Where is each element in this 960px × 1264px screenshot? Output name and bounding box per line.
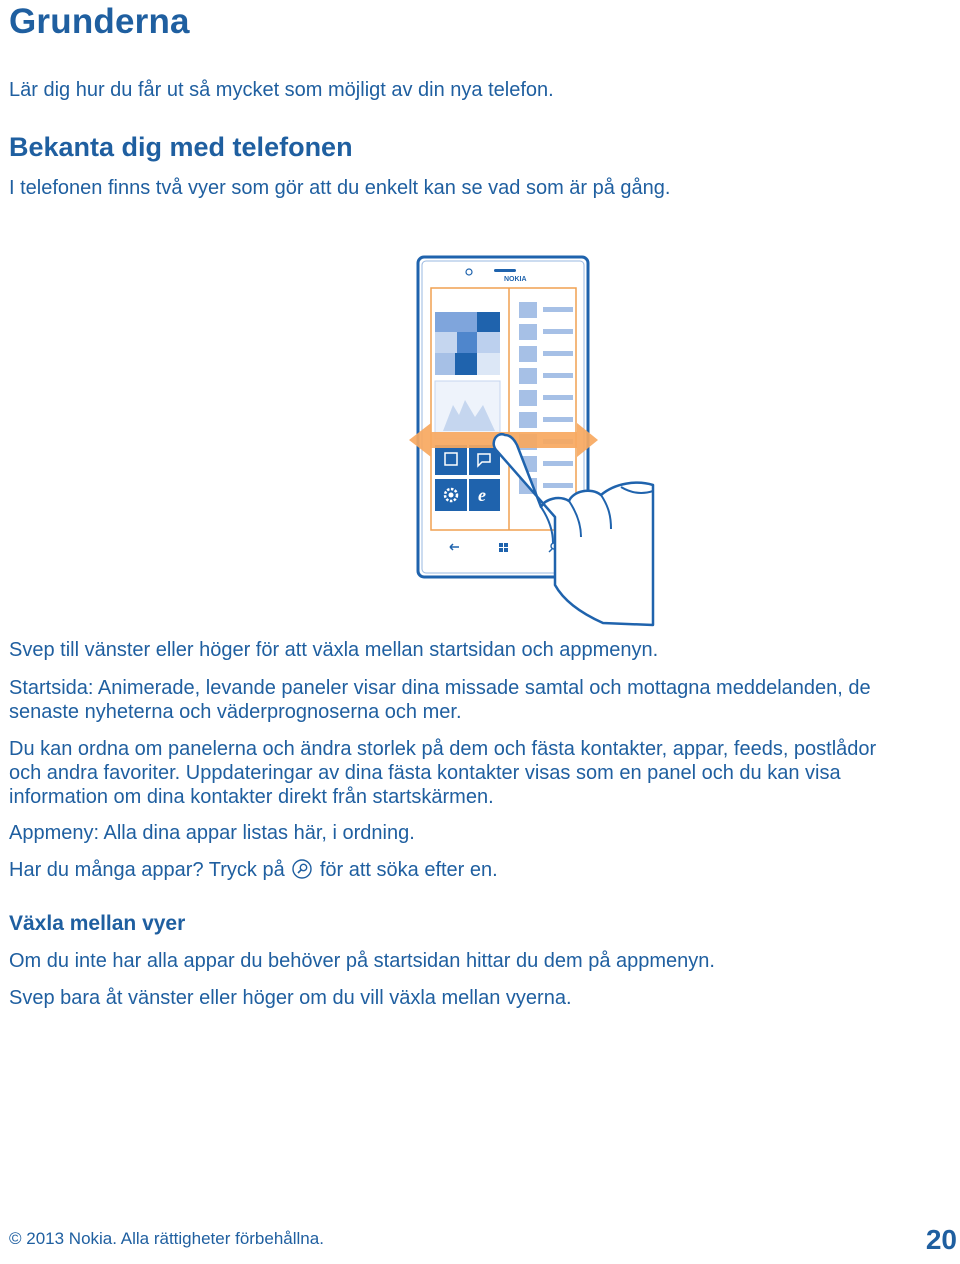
arrange-text xyxy=(9,737,876,809)
intro-text: Lär dig hur du får ut så mycket som möjligt av din nya telefon. xyxy=(9,79,554,101)
app-menu-text: Appmeny: Alla dina appar listas här, i ordning. xyxy=(9,822,415,844)
start-screen-text xyxy=(9,676,871,724)
arrange-line-1: Du kan ordna om panelerna och ändra storlek på dem och fästa kontakter, appar, feeds, postlådor xyxy=(9,738,877,760)
arrange-line-3: information om dina kontakter direkt från startskärmen. xyxy=(9,786,494,808)
page-number: 20 xyxy=(925,1224,957,1255)
search-icon xyxy=(292,859,312,879)
start-screen-line-1: Startsida: Animerade, levande paneler visar dina missade samtal och mottagna meddelanden, de xyxy=(9,677,871,699)
page-title: Grunderna xyxy=(9,2,190,41)
phone-illustration xyxy=(405,255,655,632)
start-screen-line-2: senaste nyheterna och väderprognoserna och mer. xyxy=(9,701,462,723)
app-list xyxy=(519,302,573,494)
switch-views-heading: Växla mellan vyer xyxy=(9,912,186,935)
footer-copyright: © 2013 Nokia. Alla rättigheter förbehållna. xyxy=(9,1229,324,1248)
switch-views-line-2: Svep bara åt vänster eller höger om du vill växla mellan vyerna. xyxy=(9,987,572,1009)
earpiece xyxy=(494,269,516,272)
search-text xyxy=(9,858,498,882)
section-heading: Bekanta dig med telefonen xyxy=(9,132,353,162)
brand-logo: NOKIA xyxy=(504,276,527,283)
phone-illustration-svg xyxy=(405,255,655,627)
search-text-after: för att söka efter en. xyxy=(319,859,498,881)
section-intro-text: I telefonen finns två vyer som gör att du enkelt kan se vad som är på gång. xyxy=(9,177,671,199)
search-text-before: Har du många appar? Tryck på xyxy=(9,859,285,881)
swipe-text: Svep till vänster eller höger för att växla mellan startsidan och appmenyn. xyxy=(9,639,659,661)
switch-views-line-1: Om du inte har alla appar du behöver på startsidan hittar du dem på appmenyn. xyxy=(9,950,715,972)
arrange-line-2: och andra favoriter. Uppdateringar av dina fästa kontakter visas som en panel och du kan visa xyxy=(9,762,841,784)
internet-explorer-icon: e xyxy=(478,485,486,505)
